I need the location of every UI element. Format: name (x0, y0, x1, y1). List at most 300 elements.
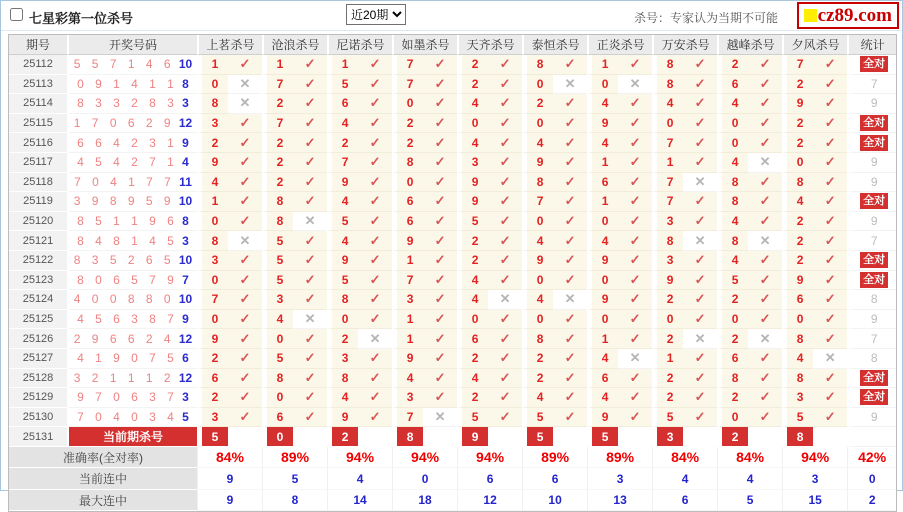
kill-mark-check-icon: ✓ (228, 251, 262, 271)
winning-numbers-front: 3 9 8 9 5 9 (73, 194, 175, 209)
site-logo[interactable] (797, 2, 899, 29)
current-kill-spacer (228, 427, 262, 447)
kill-mark-check-icon: ✓ (683, 408, 717, 428)
summary-value: 14 (327, 490, 392, 512)
kill-value: 8 (262, 192, 293, 212)
kill-value: 8 (717, 231, 748, 251)
kill-value: 0 (392, 173, 423, 193)
period-cell: 25124 (9, 290, 67, 310)
column-header: 越峰杀号 (717, 35, 782, 55)
winning-numbers-front: 5 5 7 1 4 6 (73, 57, 175, 72)
kill-value: 6 (782, 290, 813, 310)
kill-value: 1 (392, 251, 423, 271)
kill-value: 9 (522, 153, 553, 173)
kill-mark-check-icon: ✓ (423, 94, 457, 114)
kill-value: 2 (262, 173, 293, 193)
kill-value: 2 (197, 133, 228, 153)
summary-value: 8 (262, 490, 327, 512)
kill-value: 8 (262, 212, 293, 232)
kill-mark-check-icon: ✓ (813, 408, 847, 428)
column-header: 泰恒杀号 (522, 35, 587, 55)
kill-mark-check-icon: ✓ (423, 388, 457, 408)
kill-value: 0 (197, 271, 228, 291)
kill-mark-check-icon: ✓ (358, 55, 392, 75)
kill-mark-check-icon: ✓ (553, 94, 587, 114)
kill-value: 2 (392, 133, 423, 153)
current-kill-value: 8 (392, 427, 423, 447)
kill-value: 7 (392, 55, 423, 75)
kill-mark-check-icon: ✓ (488, 408, 522, 428)
stat-cell: 9 (847, 212, 896, 232)
kill-mark-check-icon: ✓ (813, 173, 847, 193)
kill-mark-check-icon: ✓ (813, 94, 847, 114)
winning-numbers (67, 153, 197, 173)
stat-cell: 9 (847, 408, 896, 428)
kill-mark-check-icon: ✓ (358, 75, 392, 95)
kill-mark-check-icon: ✓ (358, 173, 392, 193)
winning-numbers (67, 290, 197, 310)
kill-value: 2 (457, 251, 488, 271)
kill-value: 2 (327, 133, 358, 153)
kill-value: 2 (457, 55, 488, 75)
summary-value: 94% (327, 447, 392, 469)
kill-value: 3 (457, 153, 488, 173)
kill-mark-check-icon: ✓ (683, 310, 717, 330)
kill-value: 4 (327, 114, 358, 134)
column-header: 夕风杀号 (782, 35, 847, 55)
kill-mark-check-icon: ✓ (228, 192, 262, 212)
summary-value: 0 (392, 468, 457, 490)
table-row (9, 133, 896, 153)
kill-mark-check-icon: ✓ (228, 153, 262, 173)
summary-value: 3 (587, 468, 652, 490)
kill-mark-check-icon: ✓ (813, 271, 847, 291)
kill-value: 5 (262, 251, 293, 271)
winning-numbers-front: 4 0 0 8 8 0 (73, 292, 175, 307)
kill-mark-check-icon: ✓ (553, 55, 587, 75)
table-row (9, 173, 896, 193)
kill-mark-check-icon: ✓ (358, 133, 392, 153)
kill-mark-check-icon: ✓ (618, 212, 652, 232)
stat-cell (847, 114, 896, 134)
kill-mark-check-icon: ✓ (748, 114, 782, 134)
kill-value: 2 (197, 388, 228, 408)
kill-value: 4 (587, 349, 618, 369)
kill-mark-check-icon: ✓ (358, 94, 392, 114)
kill-mark-check-icon: ✓ (293, 75, 327, 95)
winning-number-last: 4 (178, 155, 189, 170)
summary-value: 18 (392, 490, 457, 512)
current-kill-value: 3 (652, 427, 683, 447)
summary-value: 89% (587, 447, 652, 469)
summary-value: 94% (457, 447, 522, 469)
winning-numbers (67, 114, 197, 134)
kill-value: 5 (782, 408, 813, 428)
column-header: 沧浪杀号 (262, 35, 327, 55)
winning-numbers (67, 251, 197, 271)
kill-mark-check-icon: ✓ (618, 173, 652, 193)
kill-mark-check-icon: ✓ (423, 349, 457, 369)
kill-value: 8 (522, 55, 553, 75)
winning-numbers (67, 310, 197, 330)
winning-numbers-front: 0 9 1 4 1 1 (77, 76, 178, 91)
kill-value: 4 (522, 388, 553, 408)
kill-value: 7 (327, 153, 358, 173)
kill-mark-check-icon: ✓ (553, 388, 587, 408)
kill-mark-check-icon: ✓ (228, 55, 262, 75)
winning-number-last: 8 (178, 214, 189, 229)
winning-numbers-front: 8 5 1 1 9 6 (77, 214, 178, 229)
summary-label: 当前连中 (9, 468, 197, 490)
kill-mark-check-icon: ✓ (618, 329, 652, 349)
kill-value: 2 (782, 251, 813, 271)
kill-value: 2 (457, 388, 488, 408)
kill-mark-check-icon: ✓ (488, 388, 522, 408)
kill-value: 2 (782, 133, 813, 153)
kill-value: 9 (587, 290, 618, 310)
kill-value: 9 (392, 231, 423, 251)
kill-value: 2 (717, 388, 748, 408)
kill-value: 2 (717, 55, 748, 75)
kill-mark-check-icon: ✓ (423, 153, 457, 173)
kill-mark-check-icon: ✓ (813, 133, 847, 153)
kill-mark-check-icon: ✓ (683, 114, 717, 134)
kill-value: 2 (327, 329, 358, 349)
current-kill-value: 5 (522, 427, 553, 447)
kill-mark-check-icon: ✓ (748, 173, 782, 193)
stat-badge-allcorrect: 全对 (860, 370, 888, 386)
kill-mark-check-icon: ✓ (683, 290, 717, 310)
kill-mark-check-icon: ✓ (683, 251, 717, 271)
winning-number-last: 10 (175, 292, 193, 307)
kill-value: 1 (262, 55, 293, 75)
kill-mark-check-icon: ✓ (423, 212, 457, 232)
period-cell: 25127 (9, 349, 67, 369)
kill-mark-cross-icon: ✕ (553, 75, 587, 95)
kill-value: 0 (652, 114, 683, 134)
kill-value: 9 (327, 173, 358, 193)
kill-value: 5 (262, 349, 293, 369)
kill-value: 7 (522, 192, 553, 212)
summary-value: 84% (652, 447, 717, 469)
kill-mark-check-icon: ✓ (748, 408, 782, 428)
kill-value: 7 (197, 290, 228, 310)
kill-value: 4 (457, 369, 488, 389)
kill-number-table (8, 34, 897, 512)
kill-mark-check-icon: ✓ (618, 114, 652, 134)
current-kill-spacer (423, 427, 457, 447)
kill-value: 1 (587, 192, 618, 212)
winning-numbers-front: 4 1 9 0 7 5 (77, 351, 178, 366)
summary-label: 准确率(全对率) (9, 447, 197, 469)
kill-mark-check-icon: ✓ (748, 290, 782, 310)
kill-value: 6 (587, 369, 618, 389)
stat-cell (847, 133, 896, 153)
kill-value: 2 (457, 231, 488, 251)
column-header: 如墨杀号 (392, 35, 457, 55)
kill-mark-check-icon: ✓ (813, 75, 847, 95)
winning-numbers (67, 94, 197, 114)
kill-value: 7 (782, 55, 813, 75)
kill-value: 1 (587, 329, 618, 349)
kill-mark-check-icon: ✓ (358, 349, 392, 369)
kill-value: 9 (327, 408, 358, 428)
kill-mark-check-icon: ✓ (293, 231, 327, 251)
kill-value: 0 (457, 114, 488, 134)
kill-value: 0 (717, 133, 748, 153)
summary-value: 6 (652, 490, 717, 512)
winning-numbers-front: 8 4 8 1 4 5 (77, 233, 178, 248)
kill-value: 0 (262, 388, 293, 408)
summary-value: 4 (652, 468, 717, 490)
kill-value: 5 (652, 408, 683, 428)
kill-mark-check-icon: ✓ (423, 173, 457, 193)
stat-cell (847, 369, 896, 389)
kill-value: 8 (652, 231, 683, 251)
kill-value: 6 (197, 369, 228, 389)
summary-value: 12 (457, 490, 522, 512)
kill-value: 9 (522, 251, 553, 271)
kill-mark-cross-icon: ✕ (553, 290, 587, 310)
kill-mark-check-icon: ✓ (553, 310, 587, 330)
kill-value: 2 (457, 75, 488, 95)
kill-mark-check-icon: ✓ (488, 231, 522, 251)
period-cell: 25122 (9, 251, 67, 271)
kill-mark-check-icon: ✓ (228, 212, 262, 232)
kill-mark-check-icon: ✓ (358, 388, 392, 408)
current-kill-value: 5 (587, 427, 618, 447)
winning-number-last: 7 (178, 272, 189, 287)
period-cell: 25123 (9, 271, 67, 291)
kill-value: 2 (522, 349, 553, 369)
kill-value: 4 (197, 173, 228, 193)
kill-mark-check-icon: ✓ (228, 290, 262, 310)
stat-cell (847, 427, 896, 447)
table-row (9, 408, 896, 428)
kill-mark-check-icon: ✓ (553, 153, 587, 173)
kill-value: 0 (717, 114, 748, 134)
stat-badge-allcorrect: 全对 (860, 56, 888, 72)
period-range-select[interactable] (346, 4, 406, 25)
kill-value: 4 (717, 212, 748, 232)
kill-mark-check-icon: ✓ (293, 94, 327, 114)
kill-mark-check-icon: ✓ (293, 388, 327, 408)
winning-numbers-front: 7 0 4 0 3 4 (77, 409, 178, 424)
kill-mark-check-icon: ✓ (683, 153, 717, 173)
period-cell: 25130 (9, 408, 67, 428)
kill-value: 9 (327, 251, 358, 271)
kill-mark-cross-icon: ✕ (293, 310, 327, 330)
summary-value: 5 (717, 490, 782, 512)
period-cell: 25131 (9, 427, 67, 447)
kill-value: 8 (717, 192, 748, 212)
kill-mark-check-icon: ✓ (358, 153, 392, 173)
kill-value: 8 (327, 369, 358, 389)
table-row (9, 231, 896, 251)
kill-value: 9 (652, 271, 683, 291)
column-header: 统计 (847, 35, 896, 55)
period-cell: 25118 (9, 173, 67, 193)
kill-value: 4 (327, 231, 358, 251)
table-row (9, 271, 896, 291)
kill-value: 0 (197, 310, 228, 330)
kill-mark-check-icon: ✓ (293, 133, 327, 153)
winning-numbers (67, 369, 197, 389)
column-header: 期号 (9, 35, 67, 55)
kill-mark-check-icon: ✓ (293, 173, 327, 193)
kill-number-note: 杀号：专家认为当期不可能 (633, 11, 778, 25)
kill-mark-check-icon: ✓ (683, 55, 717, 75)
current-kill-spacer (293, 427, 327, 447)
summary-stat-value: 0 (847, 468, 896, 490)
kill-value: 6 (717, 349, 748, 369)
kill-mark-cross-icon: ✕ (618, 349, 652, 369)
winning-numbers (67, 173, 197, 193)
kill-mark-check-icon: ✓ (228, 329, 262, 349)
summary-value: 6 (457, 468, 522, 490)
kill-mark-check-icon: ✓ (488, 251, 522, 271)
kill-value: 2 (262, 94, 293, 114)
kill-mark-check-icon: ✓ (748, 192, 782, 212)
winning-numbers (67, 192, 197, 212)
title-checkbox[interactable] (10, 8, 23, 21)
period-cell: 25129 (9, 388, 67, 408)
kill-value: 7 (392, 75, 423, 95)
kill-value: 0 (587, 212, 618, 232)
kill-value: 4 (717, 153, 748, 173)
kill-mark-cross-icon: ✕ (748, 153, 782, 173)
kill-value: 4 (457, 94, 488, 114)
kill-mark-check-icon: ✓ (488, 133, 522, 153)
kill-value: 4 (522, 231, 553, 251)
period-cell: 25121 (9, 231, 67, 251)
table-row (9, 251, 896, 271)
kill-mark-check-icon: ✓ (488, 153, 522, 173)
stat-cell: 8 (847, 290, 896, 310)
kill-value: 9 (197, 153, 228, 173)
kill-value: 7 (652, 192, 683, 212)
kill-mark-check-icon: ✓ (683, 349, 717, 369)
kill-mark-check-icon: ✓ (553, 192, 587, 212)
winning-number-last: 11 (175, 174, 192, 189)
kill-value: 0 (522, 212, 553, 232)
kill-mark-check-icon: ✓ (358, 251, 392, 271)
kill-mark-check-icon: ✓ (488, 173, 522, 193)
stat-cell (847, 251, 896, 271)
kill-mark-check-icon: ✓ (618, 408, 652, 428)
kill-mark-check-icon: ✓ (683, 133, 717, 153)
period-cell: 25120 (9, 212, 67, 232)
period-cell: 25112 (9, 55, 67, 75)
kill-mark-check-icon: ✓ (618, 388, 652, 408)
kill-value: 8 (197, 231, 228, 251)
current-kill-spacer (748, 427, 782, 447)
period-cell: 25117 (9, 153, 67, 173)
kill-mark-cross-icon: ✕ (228, 94, 262, 114)
kill-mark-check-icon: ✓ (748, 310, 782, 330)
kill-value: 8 (717, 369, 748, 389)
kill-mark-check-icon: ✓ (683, 369, 717, 389)
winning-number-last: 9 (178, 312, 189, 327)
kill-value: 5 (262, 271, 293, 291)
kill-value: 1 (587, 153, 618, 173)
kill-mark-check-icon: ✓ (228, 408, 262, 428)
summary-value: 89% (522, 447, 587, 469)
table-row (9, 114, 896, 134)
kill-value: 3 (197, 251, 228, 271)
kill-value: 8 (782, 369, 813, 389)
summary-stat-value: 2 (847, 490, 896, 512)
winning-numbers-front: 6 6 4 2 3 1 (77, 135, 178, 150)
winning-numbers (67, 133, 197, 153)
kill-value: 4 (522, 133, 553, 153)
kill-mark-check-icon: ✓ (488, 212, 522, 232)
kill-mark-cross-icon: ✕ (683, 173, 717, 193)
summary-value: 84% (197, 447, 262, 469)
kill-mark-check-icon: ✓ (618, 271, 652, 291)
kill-mark-cross-icon: ✕ (618, 75, 652, 95)
kill-mark-check-icon: ✓ (488, 55, 522, 75)
kill-mark-check-icon: ✓ (553, 212, 587, 232)
kill-mark-check-icon: ✓ (423, 192, 457, 212)
kill-mark-check-icon: ✓ (358, 192, 392, 212)
table-row (9, 94, 896, 114)
winning-numbers-front: 8 0 6 5 7 9 (77, 272, 178, 287)
kill-mark-check-icon: ✓ (228, 271, 262, 291)
kill-value: 3 (392, 388, 423, 408)
top-toolbar (1, 1, 902, 31)
kill-value: 3 (262, 290, 293, 310)
kill-mark-check-icon: ✓ (618, 290, 652, 310)
kill-value: 2 (652, 290, 683, 310)
kill-mark-cross-icon: ✕ (423, 408, 457, 428)
kill-mark-check-icon: ✓ (748, 75, 782, 95)
winning-numbers-front: 4 5 4 2 7 1 (77, 155, 178, 170)
kill-value: 0 (522, 271, 553, 291)
kill-value: 1 (197, 55, 228, 75)
current-kill-spacer (683, 427, 717, 447)
kill-value: 8 (522, 329, 553, 349)
kill-mark-check-icon: ✓ (358, 114, 392, 134)
kill-value: 1 (392, 310, 423, 330)
kill-value: 9 (457, 192, 488, 212)
summary-value: 4 (327, 468, 392, 490)
kill-value: 3 (197, 114, 228, 134)
logo-square-icon (804, 9, 817, 22)
kill-mark-check-icon: ✓ (553, 349, 587, 369)
winning-numbers (67, 212, 197, 232)
column-header: 正炎杀号 (587, 35, 652, 55)
kill-value: 6 (392, 212, 423, 232)
kill-value: 7 (652, 133, 683, 153)
kill-value: 5 (262, 231, 293, 251)
kill-value: 8 (327, 290, 358, 310)
column-header: 上茗杀号 (197, 35, 262, 55)
kill-value: 2 (652, 388, 683, 408)
kill-mark-check-icon: ✓ (813, 153, 847, 173)
kill-value: 5 (717, 271, 748, 291)
current-period-banner: 当前期杀号 (67, 427, 197, 447)
kill-mark-check-icon: ✓ (488, 192, 522, 212)
current-kill-spacer (358, 427, 392, 447)
summary-value: 89% (262, 447, 327, 469)
kill-mark-check-icon: ✓ (293, 55, 327, 75)
summary-value: 3 (782, 468, 847, 490)
kill-mark-check-icon: ✓ (423, 133, 457, 153)
kill-mark-check-icon: ✓ (423, 310, 457, 330)
table-row (9, 192, 896, 212)
kill-value: 8 (652, 75, 683, 95)
